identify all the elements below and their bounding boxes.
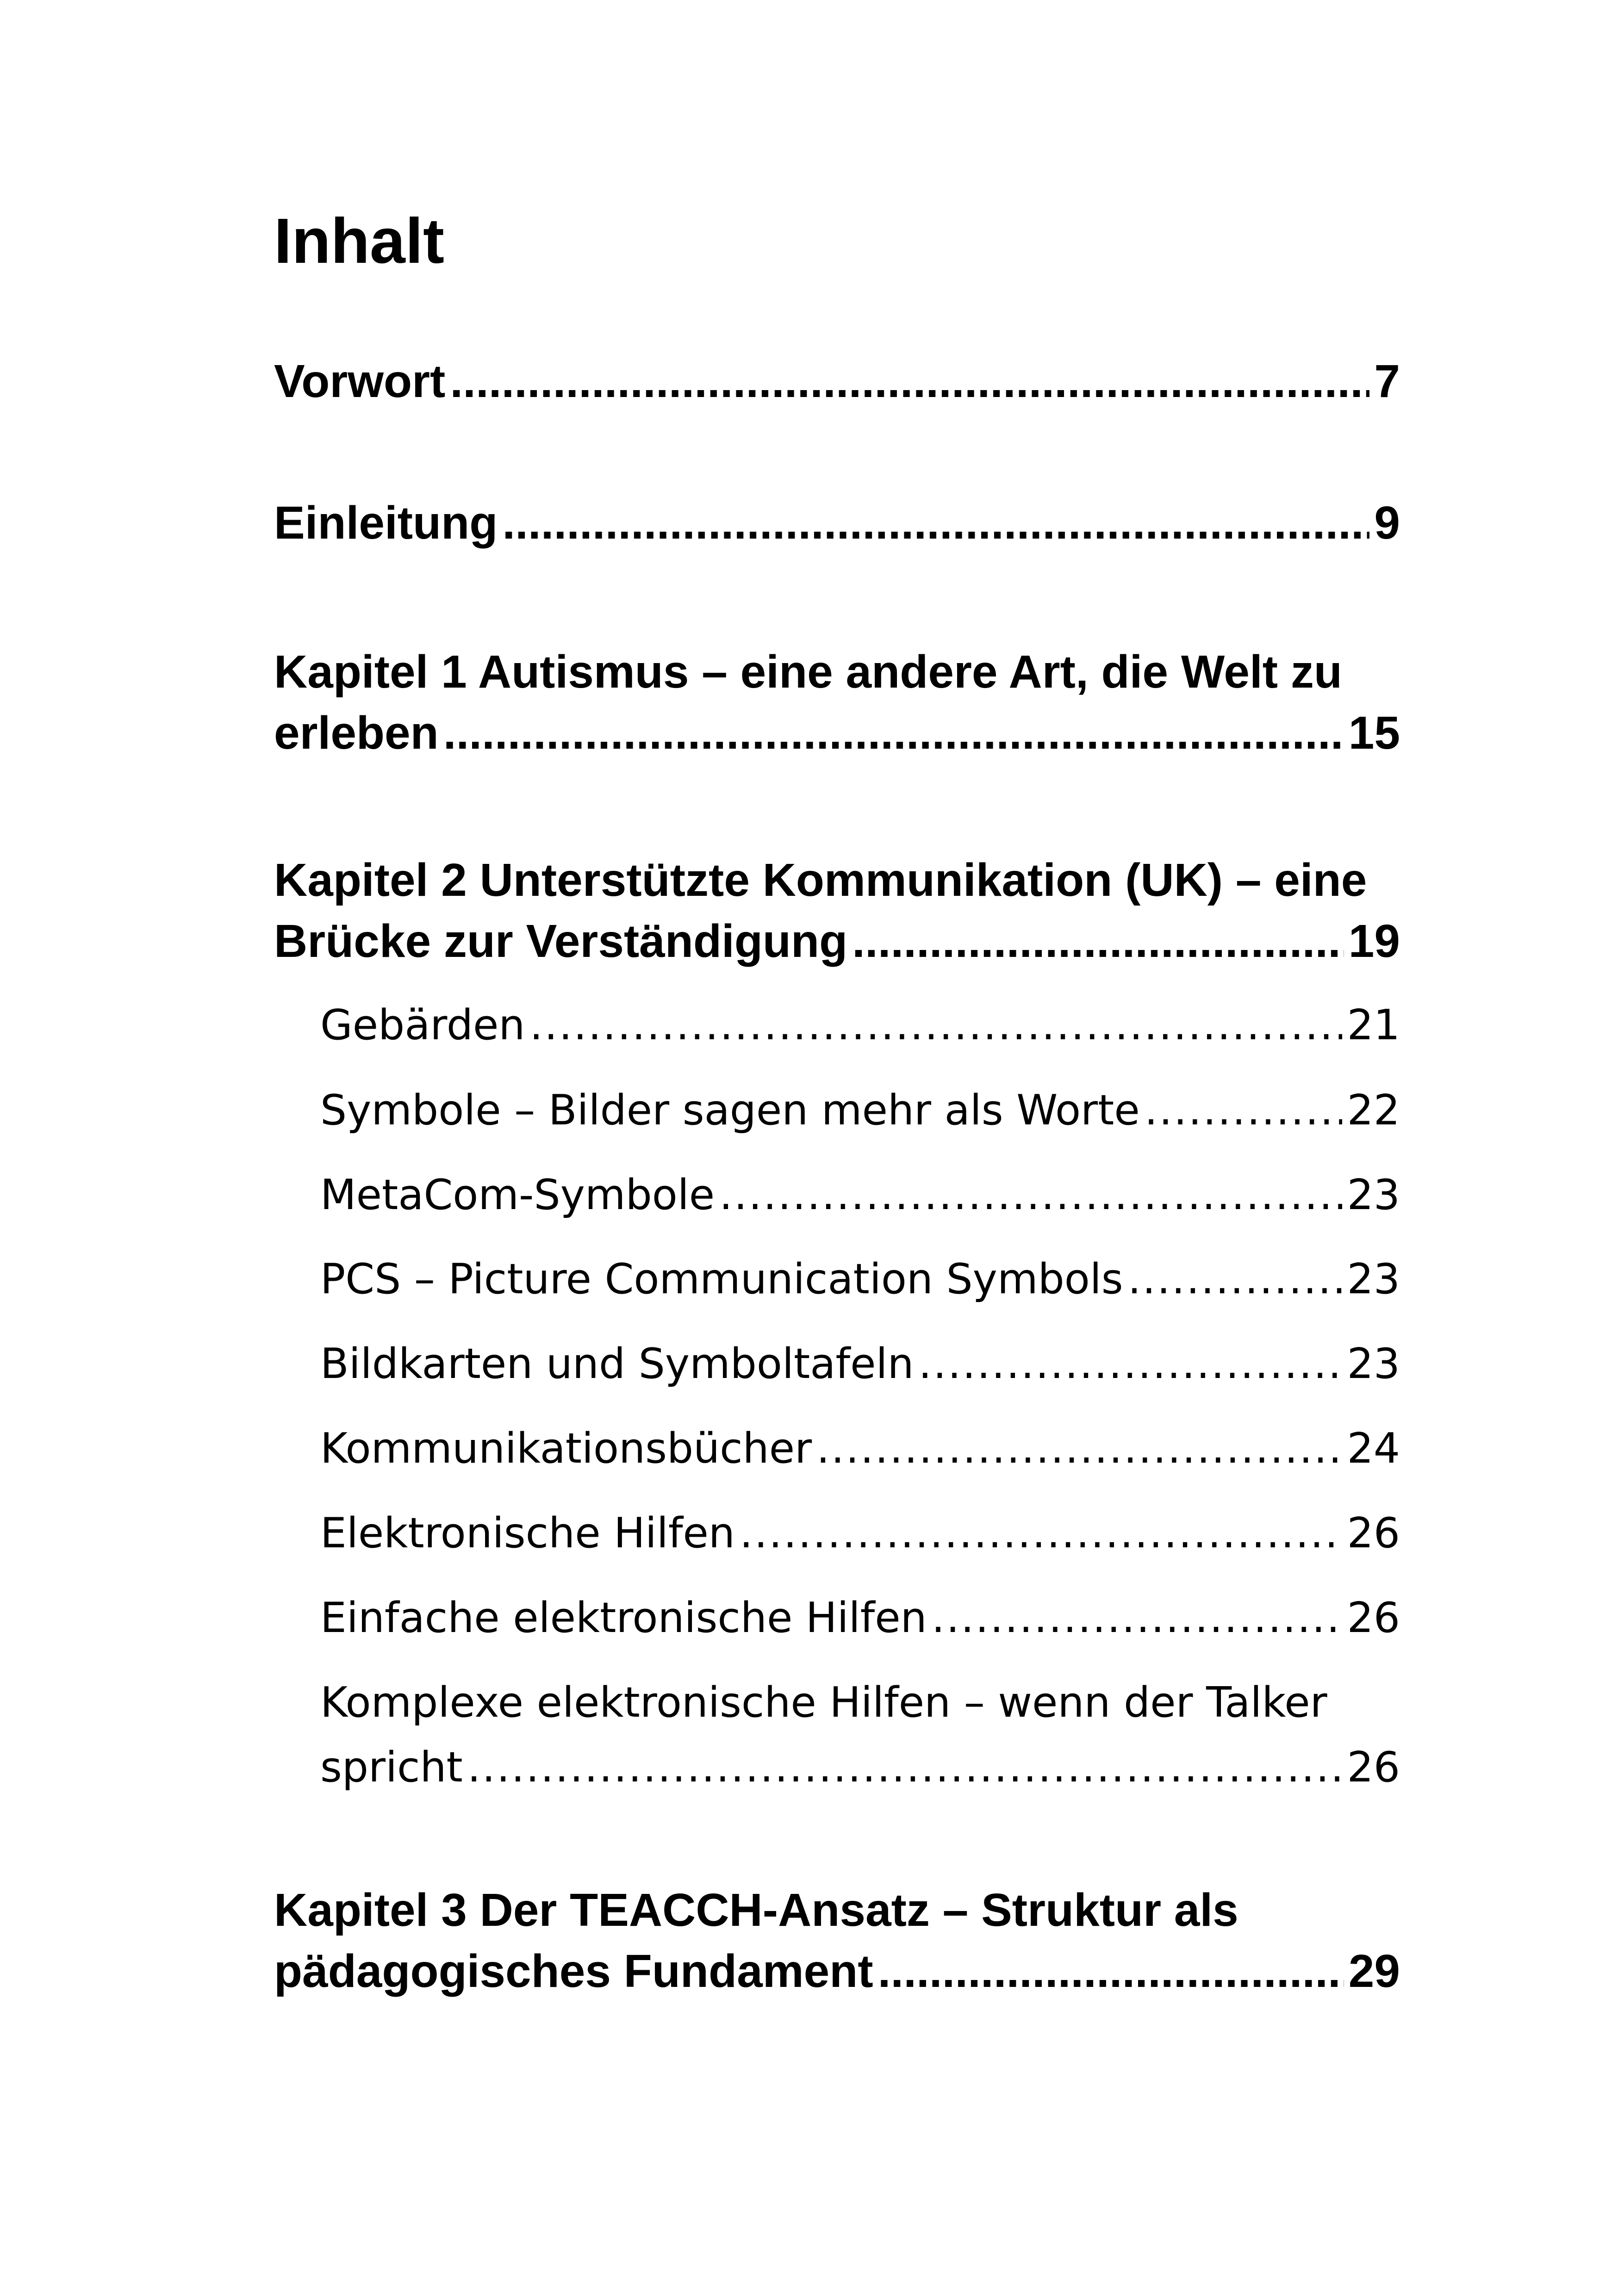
toc-entry-line [274, 1880, 1400, 1941]
toc-entry-kommunikationsbuecher[interactable] [320, 1416, 1400, 1481]
toc-entry-title: pädagogisches Fundament [274, 1945, 873, 1997]
toc-page-number: 23 [1347, 1340, 1400, 1388]
toc-page-number: 9 [1374, 497, 1400, 549]
toc-entry-title-line: Komplexe elektronische Hilfen – wenn der Talker [320, 1678, 1327, 1727]
toc-entry-title: erleben [274, 707, 439, 759]
toc-entry-elektronische-hilfen[interactable] [320, 1501, 1400, 1566]
dot-leader [450, 351, 1369, 412]
toc-entry-title: MetaCom-Symbole [320, 1171, 715, 1219]
toc-entry-metacom-symbole[interactable] [320, 1163, 1400, 1228]
toc-entry-title: Brücke zur Verständigung [274, 915, 848, 967]
toc-entry-line [320, 993, 1400, 1058]
toc-page-number: 23 [1347, 1255, 1400, 1303]
dot-leader [1145, 1078, 1343, 1143]
toc-entry-line [320, 1670, 1400, 1735]
toc-entry-komplexe-elektronische-hilfen[interactable] [320, 1670, 1400, 1800]
toc-page-number: 7 [1374, 355, 1400, 407]
toc-entry-kapitel-3[interactable] [274, 1880, 1400, 2002]
toc-entry-title: Gebärden [320, 1001, 525, 1049]
toc-entry-bildkarten[interactable] [320, 1332, 1400, 1396]
dot-leader [502, 492, 1369, 553]
toc-page-number: 26 [1347, 1594, 1400, 1642]
toc-page-number: 22 [1347, 1086, 1400, 1135]
toc-entry-line [274, 702, 1400, 763]
dot-leader [932, 1586, 1343, 1651]
toc-entry-kapitel-2[interactable] [274, 850, 1400, 972]
dot-leader [878, 1941, 1344, 2002]
dot-leader [919, 1332, 1343, 1396]
toc-entry-title: Einfache elektronische Hilfen [320, 1594, 927, 1642]
toc-entry-gebaerden[interactable] [320, 993, 1400, 1058]
toc-entry-einleitung[interactable] [274, 492, 1400, 553]
toc-title: Inhalt [274, 205, 444, 277]
toc-entry-line [320, 1586, 1400, 1651]
toc-entry-line [274, 351, 1400, 412]
toc-entry-title: PCS – Picture Communication Symbols [320, 1255, 1123, 1303]
toc-entry-kapitel-1[interactable] [274, 641, 1400, 763]
toc-page-number: 26 [1347, 1743, 1400, 1792]
toc-entry-title: Elektronische Hilfen [320, 1509, 735, 1558]
toc-entry-vorwort[interactable] [274, 351, 1400, 412]
toc-entry-title-line: Kapitel 2 Unterstützte Kommunikation (UK) – eine [274, 854, 1367, 906]
toc-entry-line [320, 1332, 1400, 1396]
toc-page-number: 26 [1347, 1509, 1400, 1558]
dot-leader [852, 911, 1344, 972]
toc-entry-pcs[interactable] [320, 1247, 1400, 1312]
toc-entry-title: spricht [320, 1743, 463, 1792]
dot-leader [740, 1501, 1343, 1566]
toc-entry-einfache-elektronische-hilfen[interactable] [320, 1586, 1400, 1651]
toc-entry-line [274, 1941, 1400, 2002]
toc-entry-title: Kommunikationsbücher [320, 1424, 812, 1473]
toc-entry-line [320, 1501, 1400, 1566]
toc-page-number: 23 [1347, 1171, 1400, 1219]
toc-entry-title: Vorwort [274, 355, 446, 407]
dot-leader [816, 1416, 1342, 1481]
toc-entry-line [320, 1735, 1400, 1800]
toc-entry-title: Einleitung [274, 497, 498, 549]
toc-entry-title-line: Kapitel 1 Autismus – eine andere Art, die Welt zu [274, 646, 1342, 698]
toc-entry-symbole[interactable] [320, 1078, 1400, 1143]
toc-entry-line [320, 1163, 1400, 1228]
dot-leader [719, 1163, 1342, 1228]
toc-entry-title-line: Kapitel 3 Der TEACCH-Ansatz – Struktur als [274, 1884, 1238, 1936]
toc-page-number: 15 [1348, 707, 1400, 759]
toc-entry-line [274, 850, 1400, 911]
toc-entry-line [274, 641, 1400, 702]
toc-page-number: 29 [1348, 1945, 1400, 1997]
dot-leader [443, 702, 1344, 763]
toc-entry-line [274, 492, 1400, 553]
toc-entry-title: Bildkarten und Symboltafeln [320, 1340, 914, 1388]
toc-entry-line [320, 1416, 1400, 1481]
toc-page-number: 19 [1348, 915, 1400, 967]
toc-page-number: 21 [1347, 1001, 1400, 1049]
toc-page-number: 24 [1347, 1424, 1400, 1473]
dot-leader [529, 993, 1342, 1058]
toc-entry-line [320, 1078, 1400, 1143]
dot-leader [1128, 1247, 1343, 1312]
dot-leader [467, 1735, 1343, 1800]
toc-entry-line [320, 1247, 1400, 1312]
toc-entry-line [274, 911, 1400, 972]
toc-entry-title: Symbole – Bilder sagen mehr als Worte [320, 1086, 1140, 1135]
